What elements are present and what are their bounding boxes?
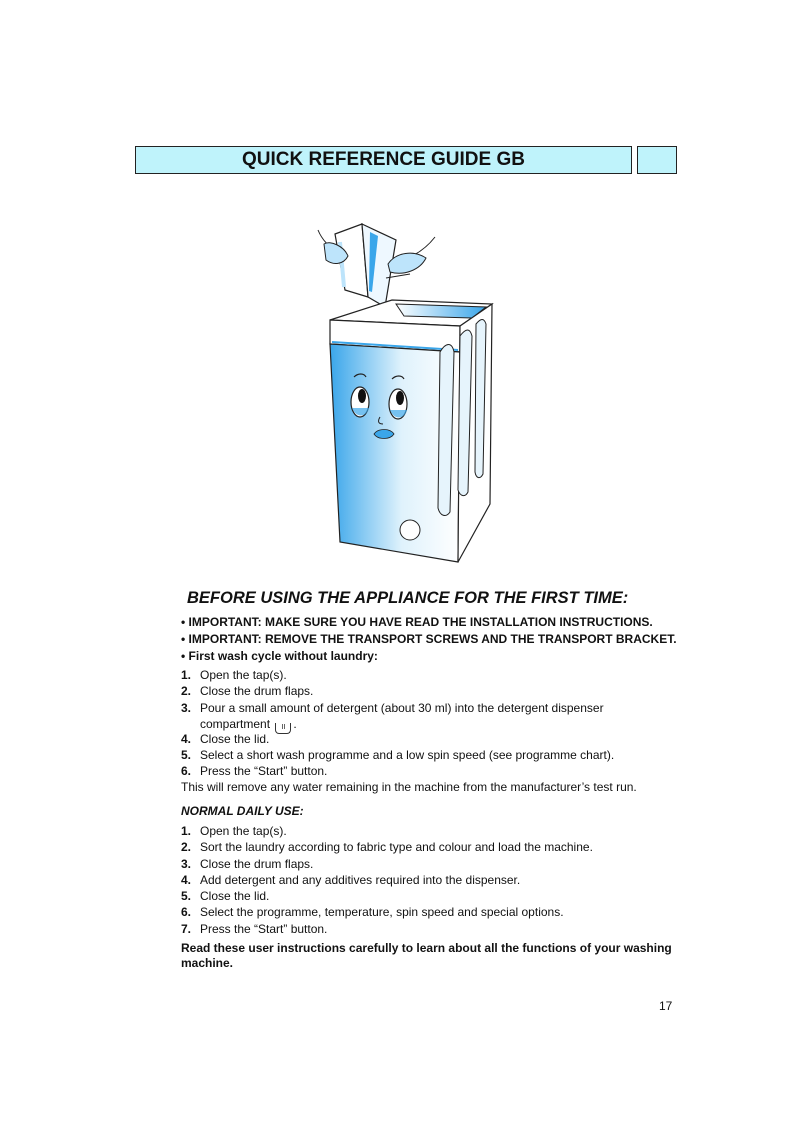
step-text: Close the lid. [200, 889, 270, 904]
step-text: Select a short wash programme and a low spin speed (see programme chart). [200, 747, 615, 762]
step-text: Sort the laundry according to fabric type and colour and load the machine. [200, 840, 593, 855]
book-icon [335, 224, 396, 307]
first-time-note: This will remove any water remaining in the machine from the manufacturer’s test run. [181, 780, 637, 794]
bullet-first-wash: • First wash cycle without laundry: [181, 649, 378, 663]
page-number: 17 [659, 999, 673, 1013]
bullet-important-transport: • IMPORTANT: REMOVE THE TRANSPORT SCREWS AND THE TRANSPORT BRACKET. [181, 632, 677, 646]
step-number: 5. [181, 889, 192, 904]
step-text: Press the “Start” button. [200, 764, 328, 779]
step-text: Open the tap(s). [200, 824, 287, 838]
step-number: 5. [181, 747, 192, 762]
step-number: 3. [181, 700, 192, 715]
machine-body [330, 300, 492, 562]
step-text [200, 700, 604, 734]
step-text: Close the lid. [200, 731, 270, 746]
step-number: 6. [181, 764, 192, 779]
step-text: Select the programme, temperature, spin speed and special options. [200, 905, 564, 920]
bullet-important-installation: • IMPORTANT: MAKE SURE YOU HAVE READ THE INSTALLATION INSTRUCTIONS. [181, 615, 653, 629]
step-text: Add detergent and any additives required into the dispenser. [200, 872, 521, 887]
step-number: 3. [181, 856, 192, 871]
detergent-compartment-icon: II [275, 723, 291, 734]
step-text: Close the drum flaps. [200, 684, 314, 699]
step-text-end: . [293, 716, 297, 731]
daily-use-heading: NORMAL DAILY USE: [181, 804, 304, 818]
step-number: 2. [181, 840, 192, 855]
step-number: 1. [181, 824, 192, 838]
step-number: 6. [181, 905, 192, 920]
step-number: 4. [181, 872, 192, 887]
step-text: Press the “Start” button. [200, 921, 328, 936]
title-side-box [637, 146, 677, 174]
step-text: Close the drum flaps. [200, 856, 314, 871]
step-number: 7. [181, 921, 192, 936]
closing-note: Read these user instructions carefully to learn about all the functions of your washing machine. [181, 941, 672, 970]
first-time-heading: BEFORE USING THE APPLIANCE FOR THE FIRST TIME: [187, 589, 629, 607]
step-text: Open the tap(s). [200, 668, 287, 682]
step-number: 2. [181, 684, 192, 699]
washing-machine-illustration [300, 212, 500, 572]
step-text-line2: compartment [200, 716, 271, 731]
step-text-line1: Pour a small amount of detergent (about 30 ml) into the detergent dispenser [200, 700, 604, 715]
step-number: 1. [181, 668, 192, 682]
step-number: 4. [181, 731, 192, 746]
page-title: QUICK REFERENCE GUIDE GB [135, 146, 632, 174]
